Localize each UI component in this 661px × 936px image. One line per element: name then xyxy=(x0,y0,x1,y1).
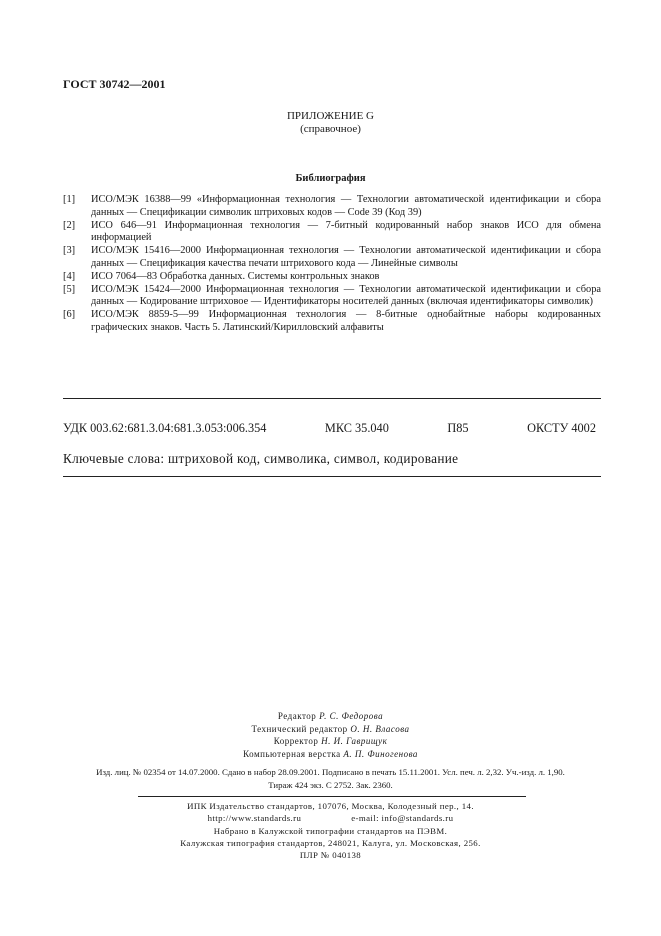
credit-proofreader xyxy=(0,735,661,748)
bibliography-item-text: ИСО/МЭК 15424—2000 Информационная технология — Технологии автоматической идентификации и сбора данных — Кодирование штриховое — Идентификаторы носителей данных (включая идентификаторы символик) xyxy=(91,283,601,308)
imprint-divider xyxy=(138,796,526,797)
bibliography-item xyxy=(63,220,601,246)
credit-role: Компьютерная верстка xyxy=(243,748,341,759)
bibliography-item-text: ИСО/МЭК 16388—99 «Информационная технология — Технологии автоматической идентификации и сбора данных — Спецификации символик штриховых кодов — Code 39 (Код 39) xyxy=(91,194,601,218)
credit-name: О. Н. Власова xyxy=(350,723,410,734)
bibliography-item-number: [6] xyxy=(63,309,76,321)
publisher-email: e-mail: info@standards.ru xyxy=(351,813,454,824)
publisher-url: http://www.standards.ru xyxy=(207,813,302,824)
p-code: П85 xyxy=(447,421,469,435)
bibliography-item-number: [5] xyxy=(63,283,76,295)
bibliography-item-number: [2] xyxy=(63,219,76,231)
publisher-address: ИПК Издательство стандартов, 107076, Москва, Колодезный пер., 14. xyxy=(187,801,474,811)
bibliography-item-number: [1] xyxy=(63,194,76,205)
publication-line: Изд. лиц. № 02354 от 14.07.2000. Сдано в набор 28.09.2001. Подписано в печать 15.11.2001. Усл. печ. л. 2,32. Уч.-изд. л. 1,90. xyxy=(96,767,565,777)
mks-code: МКС 35.040 xyxy=(324,421,389,435)
udc-code: УДК 003.62:681.3.04:681.3.053:006.354 xyxy=(63,421,267,435)
publisher-typeset: Набрано в Калужской типографии стандартов на ПЭВМ. xyxy=(213,825,448,836)
classification-row xyxy=(63,421,596,436)
bibliography-item xyxy=(63,309,601,335)
credit-name: А. П. Финогенова xyxy=(343,748,418,759)
bibliography-item xyxy=(63,271,601,284)
credit-name: Р. С. Федорова xyxy=(319,711,384,721)
bibliography-item-text: ИСО/МЭК 8859-5—99 Информационная технология — 8-битные однобайтные наборы кодированных графических знаков. Часть 5. Латинский/Кириллoвский алфавиты xyxy=(91,309,601,333)
bibliography-item-text: ИСО/МЭК 15416—2000 Информационная технология — Технологии автоматической идентификации и сбора данных — Спецификация качества печати штрихового кода — Линейные символы xyxy=(91,245,601,269)
publication-line: Тираж 424 экз. С 2752. Зак. 2360. xyxy=(268,779,393,790)
bottom-divider xyxy=(63,476,601,477)
bibliography-item-text: ИСО 646—91 Информационная технология — 7-битный кодированный набор знаков ИСО для обмена информацией xyxy=(91,219,601,244)
top-divider xyxy=(63,398,601,399)
publisher-printing: Калужская типография стандартов, 248021, Калуга, ул. Московская, 256. xyxy=(180,837,481,848)
publication-info xyxy=(0,766,661,791)
credit-editor xyxy=(0,710,661,723)
credit-name: Н. И. Гаврищук xyxy=(321,736,388,746)
bibliography-title: Библиография xyxy=(295,173,366,184)
bibliography-item xyxy=(63,245,601,271)
keywords: Ключевые слова: штриховой код, символика, символ, кодирование xyxy=(63,451,459,466)
bibliography-item-number: [3] xyxy=(63,245,76,257)
bibliography-item xyxy=(63,284,601,310)
credit-role: Редактор xyxy=(277,711,317,721)
credit-role: Технический редактор xyxy=(251,723,348,734)
credit-role: Корректор xyxy=(273,736,319,746)
bibliography-list xyxy=(63,194,601,335)
standard-number: ГОСТ 30742—2001 xyxy=(63,77,166,91)
bibliography-item-text: ИСО 7064—83 Обработка данных. Системы контрольных знаков xyxy=(91,270,380,282)
credit-tech-editor xyxy=(0,723,661,736)
appendix-heading xyxy=(0,110,661,136)
publisher-contacts xyxy=(0,812,661,824)
bibliography-item xyxy=(63,194,601,220)
bibliography-item-number: [4] xyxy=(63,270,76,282)
credits-block xyxy=(0,710,661,760)
publisher-license: ПЛР № 040138 xyxy=(299,850,362,861)
appendix-subtitle: (справочное) xyxy=(300,123,361,135)
publisher-info xyxy=(0,800,661,861)
credit-layout xyxy=(0,748,661,761)
okstu-code: ОКСТУ 4002 xyxy=(527,421,596,435)
appendix-title: ПРИЛОЖЕНИЕ G xyxy=(286,110,374,122)
